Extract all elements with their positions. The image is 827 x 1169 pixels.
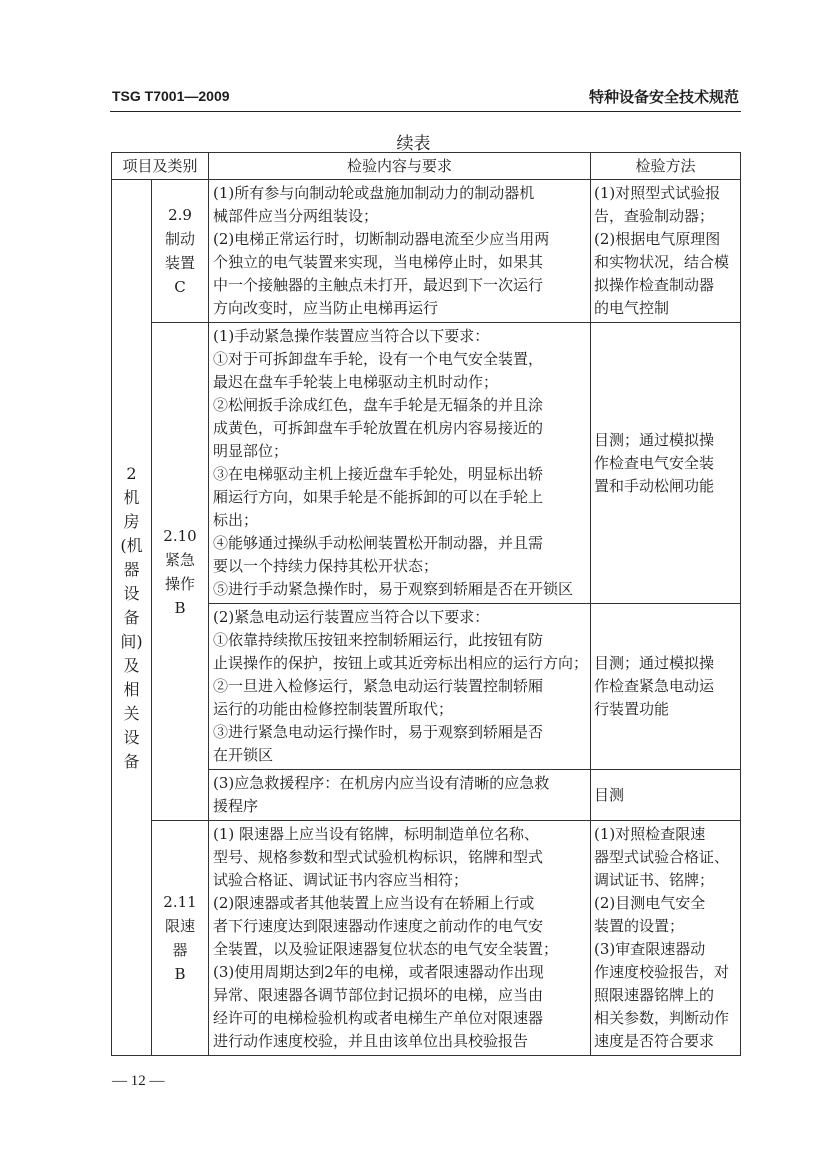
content-cell-2-10-electric — [209, 604, 591, 770]
content-cell-2-11 — [209, 821, 591, 1056]
text-line: ①依靠持续揿压按钮来控制轿厢运行，此按钮有防 — [213, 631, 544, 649]
text-line: ②一旦进入检修运行，紧急电动运行装置控制轿厢 — [213, 677, 544, 695]
text-line: ⑤进行手动紧急操作时，易于观察到轿厢是否在开锁区 — [213, 580, 574, 598]
text-line: 援程序 — [213, 797, 259, 815]
text-line: 制动 — [165, 230, 196, 248]
table-row-2-11 — [112, 821, 741, 1056]
text-line: 设 — [123, 583, 140, 603]
text-line: 限速 — [165, 917, 196, 935]
text-line: 试验合格证、调试证书内容应当相符； — [213, 871, 469, 889]
text-line: 备 — [123, 607, 140, 627]
text-line: 2.10 — [163, 526, 197, 545]
text-line: 2.9 — [168, 206, 192, 224]
text-line: 行装置功能 — [594, 700, 670, 718]
header-rule — [110, 111, 741, 112]
text-line: 告，查验制动器； — [594, 207, 715, 225]
table-row-2-10-manual — [112, 323, 741, 604]
text-line: 相 — [123, 679, 140, 699]
text-line: (2)限速器或者其他装置上应当设有在轿厢上行或 — [213, 894, 535, 912]
table-caption: 续表 — [396, 134, 431, 154]
text-line: 个独立的电气装置来实现，当电梯停止时，如果其 — [213, 253, 544, 271]
text-line: B — [174, 598, 186, 617]
text-line: 房 — [123, 511, 140, 531]
text-line: 置和手动松闸功能 — [594, 476, 715, 495]
column-header-method: 检验方法 — [591, 153, 741, 180]
text-line: (3)使用周期达到2年的电梯，或者限速器动作出现 — [213, 963, 544, 981]
text-line: 在开锁区 — [213, 746, 274, 764]
text-line: 明显部位； — [213, 442, 289, 460]
text-line: 紧急 — [165, 550, 196, 569]
item-cell-2-9 — [152, 180, 209, 323]
text-line: (1)对照检查限速 — [594, 825, 706, 843]
text-line: (3)审查限速器动 — [594, 940, 706, 958]
text-line: ④能够通过操纵手动松闸装置松开制动器，并且需 — [213, 534, 544, 552]
text-line: 止误操作的保护，按钮上或其近旁标出相应的运行方向； — [213, 654, 589, 672]
text-line: 目测；通过模拟操 — [594, 654, 715, 672]
category-cell — [112, 180, 152, 1056]
text-line: 械部件应当分两组装设； — [213, 207, 379, 225]
text-line: 速度是否符合要求 — [594, 1032, 715, 1050]
text-line: 成黄色，可拆卸盘车手轮放置在机房内容易接近的 — [213, 419, 544, 437]
text-line: 作检查紧急电动运 — [594, 677, 715, 695]
text-line: (2)紧急电动运行装置应当符合以下要求： — [213, 608, 490, 626]
text-line: 进行动作速度校验，并且由该单位出具校验报告 — [213, 1032, 529, 1050]
method-cell-2-10-electric — [591, 604, 741, 770]
text-line: 异常、限速器各调节部位封记损坏的电梯，应当由 — [213, 986, 544, 1004]
text-line: (2)根据电气原理图 — [594, 230, 721, 248]
standard-code: TSG T7001—2009 — [112, 88, 230, 104]
column-header-item: 项目及类别 — [112, 153, 209, 180]
text-line: ②松闸扳手涂成红色，盘车手轮是无辐条的并且涂 — [213, 396, 544, 414]
text-line: 调试证书、铭牌； — [594, 871, 715, 889]
item-cell-2-11 — [152, 821, 209, 1056]
text-line: 装置 — [165, 254, 196, 272]
text-line: C — [174, 278, 186, 296]
text-line: 器 — [172, 941, 188, 959]
text-line: B — [174, 965, 186, 983]
text-line: 作检查电气安全装 — [594, 453, 715, 472]
item-cell-2-10 — [152, 323, 209, 821]
text-line: 间) — [120, 631, 143, 651]
text-line: 中一个接触器的主触点未打开，最迟到下一次运行 — [213, 276, 544, 294]
text-line: 拟操作检查制动器 — [594, 276, 715, 294]
page-number: — 12 — — [112, 1073, 165, 1089]
text-line: 设 — [123, 727, 140, 747]
text-line: 作速度校验报告，对 — [594, 963, 730, 981]
text-line: ①对于可拆卸盘车手轮，设有一个电气安全装置， — [213, 350, 544, 368]
method-cell-2-10-rescue — [591, 770, 741, 821]
text-line: 相关参数，判断动作 — [594, 1009, 730, 1027]
text-line: 机 — [123, 487, 140, 507]
text-line: (1)手动紧急操作装置应当符合以下要求： — [213, 327, 490, 345]
text-line: (2)目测电气安全 — [594, 894, 706, 912]
text-line: 运行的功能由检修控制装置所取代； — [213, 700, 454, 718]
text-line: (2)电梯正常运行时，切断制动器电流至少应当用两 — [213, 230, 550, 248]
text-line: 2.11 — [163, 893, 197, 911]
text-line: 器型式试验合格证、 — [594, 848, 730, 866]
text-line: 经许可的电梯检验机构或者电梯生产单位对限速器 — [213, 1009, 544, 1027]
text-line: 备 — [123, 751, 140, 771]
text-line: 关 — [123, 703, 140, 723]
text-line: 器 — [123, 559, 140, 579]
text-line: 厢运行方向，如果手轮是不能拆卸的可以在手轮上 — [213, 488, 544, 506]
text-line: ③在电梯驱动主机上接近盘车手轮处，明显标出轿 — [213, 465, 544, 483]
content-cell-2-10-rescue — [209, 770, 591, 821]
text-line: 照限速器铭牌上的 — [594, 986, 715, 1004]
text-line: 型号、规格参数和型式试验机构标识，铭牌和型式 — [213, 848, 544, 866]
text-line: 全装置，以及验证限速器复位状态的电气安全装置； — [213, 940, 559, 958]
text-line: 目测；通过模拟操 — [594, 430, 715, 449]
text-line: (1) 限速器上应当设有铭牌，标明制造单位名称、 — [213, 825, 540, 843]
column-header-content: 检验内容与要求 — [209, 153, 591, 180]
text-line: 最迟在盘车手轮装上电梯驱动主机时动作； — [213, 373, 499, 391]
content-cell-2-9 — [209, 180, 591, 323]
text-line: 者下行速度达到限速器动作速度之前动作的电气安 — [213, 917, 544, 935]
method-cell-2-9 — [591, 180, 741, 323]
text-line: (1)所有参与向制动轮或盘施加制动力的制动器机 — [213, 184, 535, 202]
document-category: 特种设备安全技术规范 — [588, 88, 739, 106]
method-cell-2-10-manual — [591, 323, 741, 604]
text-line: 方向改变时，应当防止电梯再运行 — [213, 299, 439, 317]
text-line: 装置的设置； — [594, 917, 685, 935]
text-line: 和实物状况，结合模 — [594, 253, 730, 271]
text-line: 及 — [123, 655, 140, 675]
text-line: 2 — [126, 463, 137, 483]
inspection-table — [111, 152, 741, 1056]
text-line: 的电气控制 — [594, 299, 670, 317]
text-line: (1)对照型式试验报 — [594, 184, 721, 202]
text-line: 要以一个持续力保持其松开状态； — [213, 557, 439, 575]
table-row-2-9 — [112, 180, 741, 323]
text-line: ③进行紧急电动运行操作时，易于观察到轿厢是否 — [213, 723, 544, 741]
content-cell-2-10-manual — [209, 323, 591, 604]
text-line: 操作 — [165, 574, 196, 593]
text-line: 标出； — [213, 511, 259, 529]
text-line: (3)应急救援程序：在机房内应当设有清晰的应急救 — [213, 774, 550, 792]
text-line: 目测 — [594, 785, 625, 804]
text-line: (机 — [120, 535, 143, 555]
method-cell-2-11 — [591, 821, 741, 1056]
table-header-row — [112, 153, 741, 180]
